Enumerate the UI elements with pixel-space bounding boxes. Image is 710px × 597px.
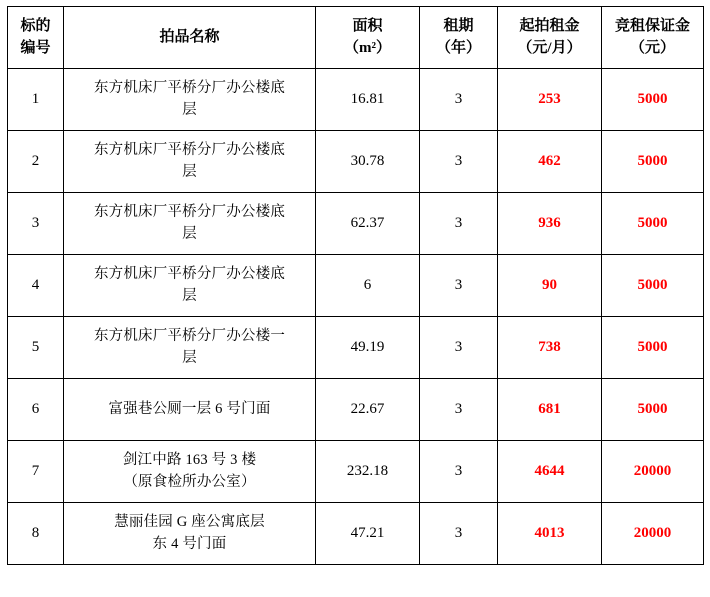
cell-rent: 4644 (498, 441, 602, 503)
cell-name-line1: 东方机床厂平桥分厂办公楼底 (93, 203, 286, 220)
cell-deposit: 5000 (602, 255, 704, 317)
cell-term: 3 (420, 255, 498, 317)
column-header-area-line1: 面积 (352, 17, 383, 34)
cell-id: 3 (8, 193, 64, 255)
cell-name-line1: 东方机床厂平桥分厂办公楼一 (93, 327, 286, 344)
cell-name (64, 441, 316, 503)
cell-id: 2 (8, 131, 64, 193)
table-row (8, 131, 704, 193)
document-page (0, 6, 710, 597)
cell-name-line2: 层 (182, 225, 197, 242)
cell-area: 16.81 (316, 69, 420, 131)
cell-area: 47.21 (316, 503, 420, 565)
cell-name-line2: （原食检所办公室） (123, 473, 256, 490)
cell-name-line1: 东方机床厂平桥分厂办公楼底 (93, 265, 286, 282)
column-header-term-line1: 租期 (443, 17, 474, 34)
cell-id: 6 (8, 379, 64, 441)
column-header-deposit-line1: 竞租保证金 (614, 17, 690, 34)
cell-id: 8 (8, 503, 64, 565)
cell-term: 3 (420, 379, 498, 441)
cell-name-line1: 东方机床厂平桥分厂办公楼底 (93, 79, 286, 96)
cell-area: 49.19 (316, 317, 420, 379)
table-header-row (8, 7, 704, 69)
cell-deposit: 5000 (602, 317, 704, 379)
cell-name (64, 255, 316, 317)
auction-listing-table (7, 6, 704, 565)
cell-rent: 4013 (498, 503, 602, 565)
column-header-id (8, 7, 64, 69)
cell-name (64, 503, 316, 565)
table-row (8, 503, 704, 565)
cell-area: 22.67 (316, 379, 420, 441)
table-row (8, 69, 704, 131)
cell-term: 3 (420, 317, 498, 379)
cell-rent: 936 (498, 193, 602, 255)
cell-name-line2: 东 4 号门面 (152, 535, 227, 552)
cell-deposit: 20000 (602, 503, 704, 565)
cell-id: 5 (8, 317, 64, 379)
cell-name (64, 379, 316, 441)
column-header-id-line1: 标的 (20, 17, 51, 34)
cell-rent: 90 (498, 255, 602, 317)
cell-term: 3 (420, 131, 498, 193)
cell-rent: 738 (498, 317, 602, 379)
column-header-rent (498, 7, 602, 69)
table-row (8, 379, 704, 441)
table-row (8, 441, 704, 503)
cell-name (64, 193, 316, 255)
column-header-rent-line2: （元/月） (517, 39, 582, 56)
cell-term: 3 (420, 69, 498, 131)
cell-term: 3 (420, 441, 498, 503)
cell-name-line2: 层 (182, 287, 197, 304)
column-header-name-line1: 拍品名称 (159, 28, 220, 45)
column-header-deposit-line2: （元） (629, 39, 675, 56)
column-header-area (316, 7, 420, 69)
cell-deposit: 5000 (602, 379, 704, 441)
cell-id: 1 (8, 69, 64, 131)
table-row (8, 193, 704, 255)
column-header-deposit (602, 7, 704, 69)
cell-term: 3 (420, 193, 498, 255)
cell-name-line2: 层 (182, 163, 197, 180)
cell-name-line1: 剑江中路 163 号 3 楼 (122, 451, 257, 468)
table-row (8, 255, 704, 317)
table-header (8, 7, 704, 69)
cell-area: 232.18 (316, 441, 420, 503)
cell-deposit: 20000 (602, 441, 704, 503)
column-header-name (64, 7, 316, 69)
table-body (8, 69, 704, 565)
cell-rent: 681 (498, 379, 602, 441)
cell-deposit: 5000 (602, 131, 704, 193)
cell-id: 7 (8, 441, 64, 503)
cell-name-line1: 慧丽佳园 G 座公寓底层 (114, 513, 265, 530)
column-header-term (420, 7, 498, 69)
column-header-term-line2: （年） (435, 39, 481, 56)
cell-deposit: 5000 (602, 193, 704, 255)
cell-deposit: 5000 (602, 69, 704, 131)
cell-id: 4 (8, 255, 64, 317)
column-header-rent-line1: 起拍租金 (519, 17, 580, 34)
cell-rent: 253 (498, 69, 602, 131)
cell-name-line2: 层 (182, 349, 197, 366)
cell-name (64, 131, 316, 193)
table-row (8, 317, 704, 379)
cell-name-line1: 东方机床厂平桥分厂办公楼底 (93, 141, 286, 158)
column-header-id-line2: 编号 (20, 39, 51, 56)
cell-name (64, 317, 316, 379)
cell-area: 62.37 (316, 193, 420, 255)
column-header-area-line2: （m²） (344, 39, 391, 56)
cell-name-line1: 富强巷公厕一层 6 号门面 (108, 400, 271, 417)
cell-name-line2: 层 (182, 101, 197, 118)
cell-area: 30.78 (316, 131, 420, 193)
cell-rent: 462 (498, 131, 602, 193)
cell-area: 6 (316, 255, 420, 317)
cell-name (64, 69, 316, 131)
cell-term: 3 (420, 503, 498, 565)
